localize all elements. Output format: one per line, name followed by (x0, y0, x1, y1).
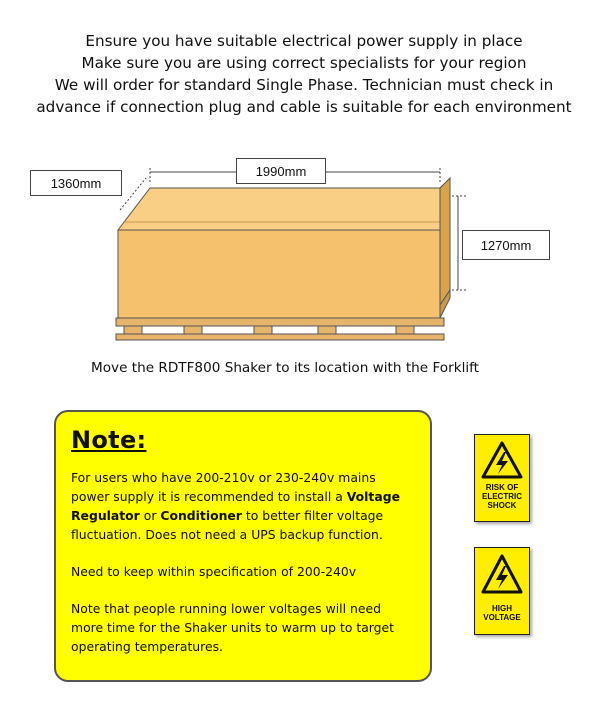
sign-1-line-1: RISK OF (485, 483, 519, 492)
high-voltage-sign (474, 547, 530, 635)
sign-2-line-2: VOLTAGE (483, 613, 521, 622)
note-paragraph-2: Need to keep within specification of 200-240v (71, 564, 357, 579)
note-p1-text-c: or (139, 508, 161, 523)
note-title: Note: (71, 426, 147, 454)
pallet-block-3 (254, 326, 272, 334)
forklift-caption: Move the RDTF800 Shaker to its location with the Forklift (90, 360, 479, 376)
sign-2-text (483, 604, 520, 622)
conditioner-text: Conditioner (160, 508, 242, 523)
length-dimension-label: 1990mm (236, 158, 326, 184)
pallet-block-4 (318, 326, 336, 334)
sign-1-text (482, 483, 522, 510)
note-paragraph-1 (71, 468, 416, 544)
height-dimension-label: 1270mm (462, 230, 550, 260)
note-box (54, 410, 432, 682)
sign-2-line-1: HIGH (491, 604, 512, 613)
electric-hazard-icon (481, 554, 523, 594)
width-dimension-label: 1360mm (30, 170, 122, 196)
pallet-block-1 (124, 326, 142, 334)
note-p1-text-e: to better filter voltage fluctuation. Does not need a UPS backup function. (71, 508, 384, 542)
pallet-top-board (116, 318, 444, 326)
pallet-block-2 (184, 326, 202, 334)
crate-diagram (20, 150, 580, 350)
pallet-bottom-board (116, 334, 444, 340)
crate-front (118, 230, 440, 318)
pallet-block-5 (396, 326, 414, 334)
crate-side (440, 178, 450, 305)
crate-top (118, 188, 440, 230)
note-paragraph-3: Note that people running lower voltages will need more time for the Shaker units to warm up to target operating temperatures. (71, 601, 395, 654)
intro-line-2: Make sure you are using correct specialists for your region (81, 54, 527, 72)
intro-line-3: We will order for standard Single Phase. Technician must check in (54, 76, 554, 94)
note-p1-text-a: For users who have 200-210v or 230-240v mains power supply it is recommended to install a (71, 470, 376, 504)
electric-hazard-icon (481, 441, 523, 479)
intro-text (0, 30, 608, 118)
sign-1-line-2: ELECTRIC (482, 492, 522, 501)
sign-1-line-3: SHOCK (487, 501, 517, 510)
intro-line-1: Ensure you have suitable electrical power supply in place (85, 32, 523, 50)
risk-of-electric-shock-sign (474, 434, 530, 522)
voltage-regulator-text: Voltage Regulator (71, 489, 400, 523)
intro-line-4: advance if connection plug and cable is suitable for each environment (36, 98, 572, 116)
